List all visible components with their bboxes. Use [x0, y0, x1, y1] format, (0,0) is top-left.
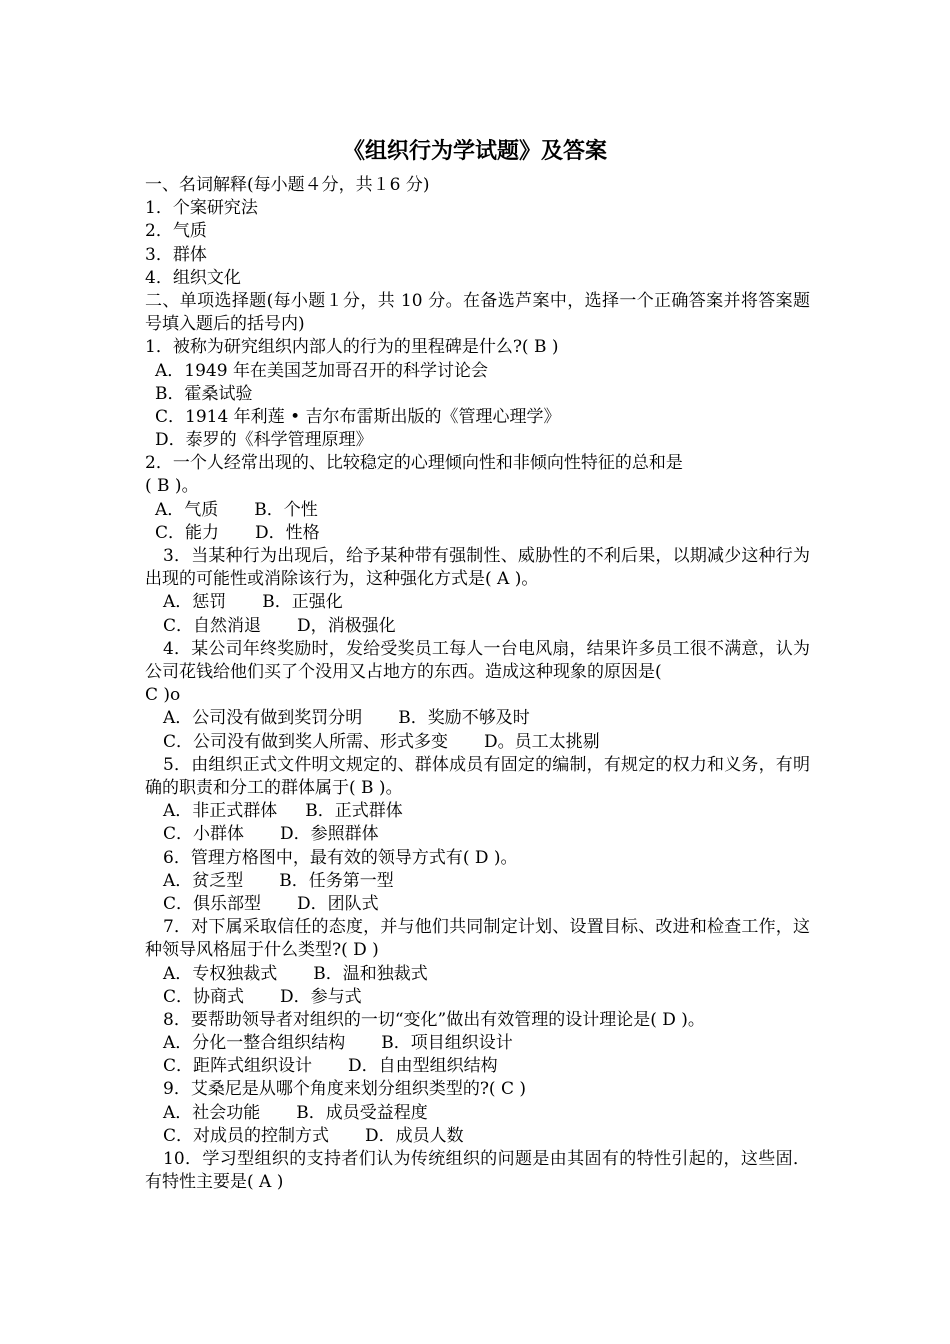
option: C．对成员的控制方式 [163, 1125, 330, 1146]
option: A．1949 年在美国芝加哥召开的科学讨论会 [155, 360, 488, 381]
option: B．正强化 [262, 592, 343, 613]
question-4-answer: C )o [145, 685, 181, 706]
option: B．奖励不够及时 [398, 708, 530, 729]
option: D。员工太挑剔 [484, 731, 600, 752]
option: C．公司没有做到奖人所需、形式多变 [163, 731, 449, 752]
option: C．能力 [155, 522, 220, 543]
option-row [145, 1055, 810, 1078]
option-row [145, 800, 810, 823]
term-item: 4．组织文化 [145, 267, 241, 288]
option-row [145, 1125, 810, 1148]
option-row [145, 499, 810, 522]
option: A．社会功能 [163, 1102, 261, 1123]
option: A．专权独裁式 [163, 963, 278, 984]
question-6: 6．管理方格图中，最有效的领导方式有( D )。 [163, 847, 518, 868]
option: B．任务第一型 [279, 870, 394, 891]
option: B．温和独裁式 [313, 963, 428, 984]
option: C．自然消退 [163, 615, 262, 636]
question-7: 7．对下属采取信任的态度，并与他们共同制定计划、设置目标、改进和检查工作，这种领导风格屈于什么类型?( D ) [145, 917, 810, 961]
term-item: 3．群体 [145, 244, 207, 265]
option-row [145, 1032, 810, 1055]
option: A．分化一整合组织结构 [163, 1033, 346, 1054]
option: D．成员人数 [365, 1125, 464, 1146]
option: C．距阵式组织设计 [163, 1056, 313, 1077]
option-row [145, 591, 810, 614]
option: C．小群体 [163, 824, 245, 845]
question-9: 9．艾桑尼是从哪个角度来划分组织类型的?( C ) [163, 1079, 527, 1100]
term-item: 1．个案研究法 [145, 198, 258, 219]
option-row [145, 893, 810, 916]
option: D，消极强化 [297, 615, 396, 636]
question-10: 10．学习型组织的支持者们认为传统组织的问题是由其固有的特性引起的，这些固．有特性主要是( A ) [145, 1149, 810, 1193]
question-2: 2．一个人经常出现的、比较稳定的心理倾向性和非倾向性特征的总和是 [145, 453, 683, 474]
option: B．霍桑试验 [155, 383, 253, 404]
option-row [145, 707, 810, 730]
option-row [145, 615, 810, 638]
option: A．惩罚 [163, 592, 227, 613]
question-5: 5．由组织正式文件明文规定的、群体成员有固定的编制，有规定的权力和义务，有明确的职责和分工的群体属于( B )。 [145, 754, 810, 798]
option: B．个性 [254, 499, 318, 520]
question-3: 3．当某种行为出现后，给予某种带有强制性、威胁性的不利后果，以期减少这种行为出现的可能性或消除该行为，这种强化方式是( A )。 [145, 546, 810, 590]
option-row [145, 986, 810, 1009]
question-1: 1．被称为研究组织内部人的行为的里程碑是什么?( B ) [145, 337, 559, 358]
page-title: 《组织行为学试题》及答案 [342, 138, 607, 164]
option: D．泰罗的《科学管理原理》 [155, 430, 373, 451]
option: C．1914 年利莲 • 吉尔布雷斯出版的《管理心理学》 [155, 406, 561, 427]
option: A．公司没有做到奖罚分明 [163, 708, 363, 729]
option: D．参与式 [280, 986, 362, 1007]
option-row [145, 522, 810, 545]
option: D．参照群体 [280, 824, 379, 845]
option: D．自由型组织结构 [348, 1056, 498, 1077]
option-row [145, 823, 810, 846]
option: B．项目组织设计 [381, 1033, 513, 1054]
option: B．正式群体 [305, 801, 403, 822]
question-8: 8．要帮助领导者对组织的一切“变化”做出有效管理的设计理论是( D )。 [163, 1009, 705, 1030]
section-heading-choice: 二、单项选择题(每小题１分，共 10 分。在备选芦案中，选择一个正确答案并将答案题号填入题后的括号内) [145, 290, 810, 335]
option: C．俱乐部型 [163, 893, 262, 914]
option: D．性格 [255, 522, 320, 543]
option: C．协商式 [163, 986, 245, 1007]
option: A．贫乏型 [163, 870, 244, 891]
question-2-answer: ( B )。 [145, 476, 199, 497]
option-row [145, 963, 810, 986]
section-heading-definitions: 一、名词解释(每小题４分，共１6 分) [145, 175, 430, 195]
option: A．气质 [155, 499, 219, 520]
option: D．团队式 [297, 893, 379, 914]
document-body [145, 174, 810, 1194]
option: A．非正式群体 [163, 801, 278, 822]
question-4: 4．某公司年终奖励时，发给受奖员工每人一台电风扇，结果许多员工很不满意，认为公司花钱给他们买了个没用又占地方的东西。造成这种现象的原因是( [145, 638, 810, 683]
option-row [145, 870, 810, 893]
option-row [145, 1102, 810, 1125]
option-row [145, 731, 810, 754]
option: B．成员受益程度 [296, 1102, 428, 1123]
term-item: 2．气质 [145, 221, 207, 242]
